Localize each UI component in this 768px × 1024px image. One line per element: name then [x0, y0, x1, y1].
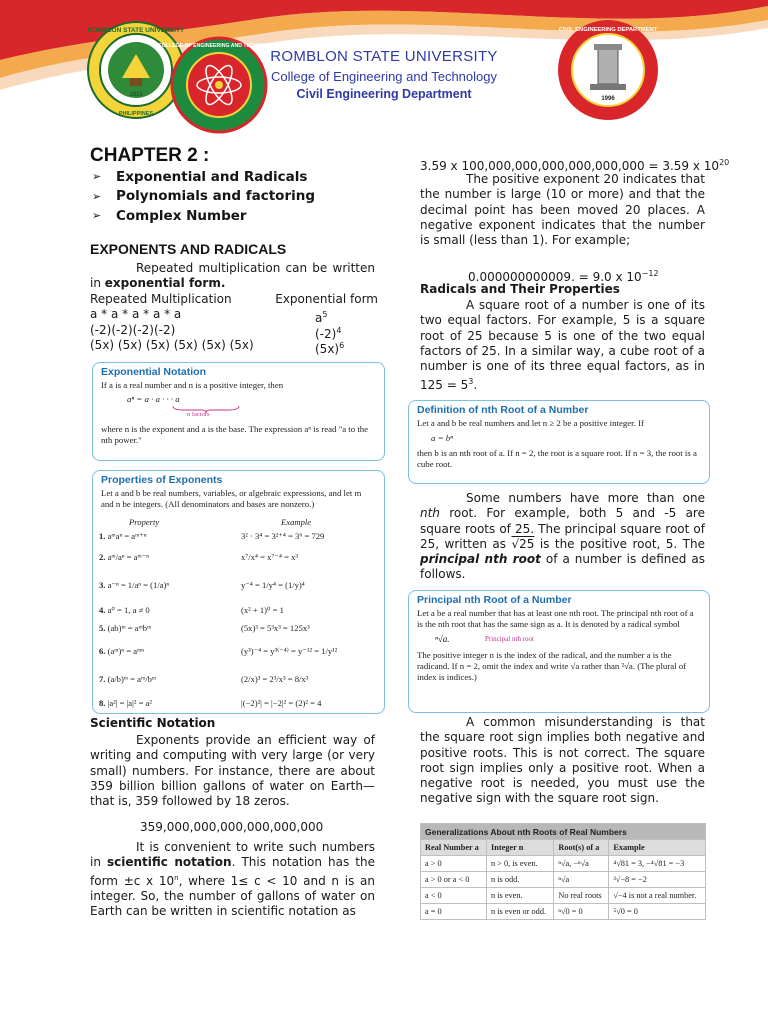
- table-cell: No real roots: [554, 888, 609, 904]
- box-title: Definition of nth Root of a Number: [417, 404, 589, 416]
- principal-nth-root-box: [408, 590, 710, 713]
- property-example: (2/x)³ = 2³/x³ = 8/x³: [241, 674, 309, 684]
- radicals-paragraph: A square root of a number is one of its two equal factors. For example, 5 is a square root of 25 because 5 is one of the two equal factors of 25. In a similar way, a cube root of a number is one of its three equal factors, as in $125 = 5^3$.: [420, 298, 705, 393]
- box-line: The positive integer n is the index of the radical, and the number a is the radicand. If n = 2, omit the index and write √a rather than ²√a. (The plural of index is indices.): [417, 650, 687, 682]
- table-row: [421, 856, 706, 872]
- arrow-bullet-icon: ➢: [92, 170, 102, 184]
- table-cell: ⁵√0 = 0: [609, 904, 706, 920]
- table-cell: ⁴√81 = 3, −⁴√81 = −3: [609, 856, 706, 872]
- college-name: College of Engineering and Technology: [271, 69, 497, 84]
- box-intro: Let a and b be real numbers, variables, or algebraic expressions, and let m and n be integers. (All denominators and bases are nonzero.): [101, 488, 362, 509]
- property-row: 2. aᵐ/aⁿ = aᵐ⁻ⁿ: [99, 552, 149, 562]
- repeated-value: (-2)(-2)(-2)(-2): [90, 322, 176, 337]
- box-formula: aⁿ = a · a · · · a: [127, 394, 180, 404]
- box-line: If a is a real number and n is a positive integer, then: [101, 380, 284, 390]
- letterhead: [0, 0, 768, 140]
- table-row: [421, 872, 706, 888]
- table-cell: n is even or odd.: [486, 904, 553, 920]
- scientific-paragraph-1: Exponents provide an efficient way of writing and computing with very large (or very small) numbers. For instance, there are about 359 billion billion gallons of water on Earth—that is, 359 followed by 18 zeros.: [90, 733, 375, 809]
- exponential-value: $(-2)^4$: [315, 325, 342, 341]
- property-example: |(−2)²| = |−2|² = (2)² = 4: [241, 698, 322, 708]
- positive-exponent-paragraph: The positive exponent 20 indicates that the number is large (10 or more) and that the decimal point has been moved 20 places. A negative exponent indicates that the number is small (less than 1). For example;: [420, 172, 705, 248]
- scientific-paragraph-2: It is convenient to write such numbers in scientific notation. This notation has the form ±c x 10$^n$, where 1≤ c < 10 and n is an integer. So, the number of gallons of water on Earth can be written in scientific notation as: [90, 840, 375, 919]
- property-row: 4. a⁰ = 1, a ≠ 0: [99, 605, 150, 615]
- section-title: EXPONENTS AND RADICALS: [90, 241, 287, 257]
- exponent-form-header: [90, 292, 378, 307]
- scientific-equation: 3.59 x 100,000,000,000,000,000,000 = 3.59 x $10^{20}$: [420, 158, 730, 173]
- seal-left-text: ROMBLON STATE UNIVERSITY: [87, 27, 185, 34]
- table-cell: n is odd.: [486, 872, 553, 888]
- table-cell: √−4 is not a real number.: [609, 888, 706, 904]
- table-cell: a > 0: [421, 856, 487, 872]
- university-name: ROMBLON STATE UNIVERSITY: [270, 48, 498, 65]
- topic-label: Complex Number: [116, 207, 247, 224]
- department-name: Civil Engineering Department: [296, 87, 472, 101]
- box-formula: ⁿ√a.: [435, 634, 450, 644]
- box-formula: a = bⁿ: [431, 433, 453, 443]
- table-header-row: [421, 840, 706, 856]
- topic-item: [92, 206, 372, 226]
- principal-formula-row: [409, 630, 709, 650]
- topic-item: [92, 187, 372, 207]
- nth-root-paragraph: Some numbers have more than one nth root. For example, both 5 and -5 are square roots of 25. The principal square root of 25, written as √25 is the positive root, 5. The principal nth root of a number is defined as follows.: [420, 491, 706, 582]
- table-cell: a > 0 or a < 0: [421, 872, 487, 888]
- exponent-form-row: [90, 337, 378, 356]
- col-exponential: Exponential form: [275, 292, 378, 306]
- property-example: y⁻⁴ = 1/y⁴ = (1/y)⁴: [241, 580, 305, 590]
- property-row: 8. |a²| = |a|² = a²: [99, 698, 152, 708]
- property-example: (5x)³ = 5³x³ = 125x³: [241, 623, 310, 633]
- table-cell: ⁿ√a, −ⁿ√a: [554, 856, 609, 872]
- table-cell: ⁿ√0 = 0: [554, 904, 609, 920]
- property-row: 1. aᵐaⁿ = aᵐ⁺ⁿ: [99, 531, 147, 541]
- box-line: where n is the exponent and a is the base. The expression aⁿ is read "a to the nth power.": [101, 424, 369, 445]
- arrow-bullet-icon: ➢: [92, 189, 102, 203]
- exponent-form-row: [90, 307, 378, 326]
- box-line: Let a be a real number that has at least one nth root. The principal nth root of a is the nth root that has the same sign as a. It is denoted by a radical symbol: [417, 608, 694, 629]
- misunderstanding-paragraph: A common misunderstanding is that the square root sign implies both negative and positive roots. This is not correct. The square root sign implies only a positive root. When a negative root is needed, you must use the negative sign with the square root sign.: [420, 715, 705, 806]
- seal-right-year: 1996: [601, 96, 615, 102]
- col-property: Property: [129, 517, 160, 527]
- radicals-title: Radicals and Their Properties: [420, 282, 620, 296]
- box-title: Exponential Notation: [101, 366, 206, 378]
- property-example: x⁷/x⁴ = x⁷⁻⁴ = x³: [241, 552, 298, 562]
- definition-nth-root-box: [408, 400, 710, 484]
- box-title: Properties of Exponents: [101, 474, 223, 486]
- arrow-bullet-icon: ➢: [92, 209, 102, 223]
- seal-right-text: CIVIL ENGINEERING DEPARTMENT: [558, 27, 658, 33]
- box-line: then b is an nth root of a. If n = 2, the root is a square root. If n = 3, the root is a cube root.: [417, 448, 697, 469]
- intro-text: Repeated multiplication can be written in: [90, 261, 375, 291]
- table-cell: n is even.: [486, 888, 553, 904]
- intro-bold: exponential form.: [104, 276, 226, 291]
- property-example: (y³)⁻⁴ = y³⁽⁻⁴⁾ = y⁻¹² = 1/y¹²: [241, 646, 338, 656]
- property-row: 3. a⁻ⁿ = 1/aⁿ = (1/a)ⁿ: [99, 580, 170, 590]
- table-header: Root(s) of a: [554, 840, 609, 856]
- table-cell: n > 0, is even.: [486, 856, 553, 872]
- topic-item: [92, 167, 372, 187]
- ced-seal-logo: [556, 18, 660, 122]
- repeated-value: a * a * a * a * a: [90, 307, 182, 322]
- brace-annotation: [93, 405, 384, 419]
- repeated-value: (5x) (5x) (5x) (5x) (5x) (5x): [90, 337, 254, 352]
- topic-label: Polynomials and factoring: [116, 188, 316, 205]
- small-number-equation: 0.000000000009. = 9.0 x $10^{-12}$: [468, 269, 659, 284]
- table-header: Real Number a: [421, 840, 487, 856]
- col-example: Example: [281, 517, 312, 527]
- table-cell: ³√−8 = −2: [609, 872, 706, 888]
- exponential-value: $a^5$: [315, 310, 328, 326]
- col-repeated: Repeated Multiplication: [90, 292, 232, 306]
- seal-middle-text: COLLEGE OF ENGINEERING AND TECHNOLOGY: [157, 43, 281, 49]
- property-example: 3² · 3⁴ = 3²⁺⁴ = 3⁶ = 729: [241, 531, 325, 541]
- box-title: Principal nth Root of a Number: [417, 594, 572, 606]
- property-row: 7. (a/b)ᵐ = aᵐ/bᵐ: [99, 674, 157, 684]
- chapter-title: CHAPTER 2 :: [90, 145, 210, 166]
- table-cell: a = 0: [421, 904, 487, 920]
- table-caption: Generalizations About nth Roots of Real Numbers: [421, 824, 706, 840]
- property-example: (x² + 1)⁰ = 1: [241, 605, 284, 615]
- scientific-notation-title: Scientific Notation: [90, 716, 216, 730]
- formula-label: Principal nth root: [485, 635, 534, 643]
- property-row: 5. (ab)ᵐ = aᵐbᵐ: [99, 623, 152, 633]
- table-header: Example: [609, 840, 706, 856]
- table-header: Integer n: [486, 840, 553, 856]
- exponent-form-row: [90, 322, 378, 341]
- seal-left-country: PHILIPPINES: [118, 111, 154, 117]
- exponential-notation-box: [92, 362, 385, 461]
- table-row: [421, 888, 706, 904]
- brace-label: n factors: [187, 411, 210, 418]
- exponential-value: $(5x)^6$: [315, 340, 345, 356]
- box-line: Let a and b be real numbers and let n ≥ 2 be a positive integer. If: [417, 418, 644, 428]
- generalizations-table: [420, 823, 706, 920]
- exponent-form-table: [90, 292, 378, 356]
- table-row: [421, 904, 706, 920]
- table-cell: a < 0: [421, 888, 487, 904]
- seal-left-year: 1915: [129, 92, 143, 98]
- property-row: 6. (aᵐ)ⁿ = aᵐⁿ: [99, 646, 144, 656]
- intro-paragraph: [90, 261, 375, 292]
- table-cell: ⁿ√a: [554, 872, 609, 888]
- big-number: 359,000,000,000,000,000,000: [140, 820, 324, 834]
- properties-of-exponents-box: [92, 470, 385, 714]
- topic-label: Exponential and Radicals: [116, 168, 308, 185]
- topic-list: [92, 167, 372, 226]
